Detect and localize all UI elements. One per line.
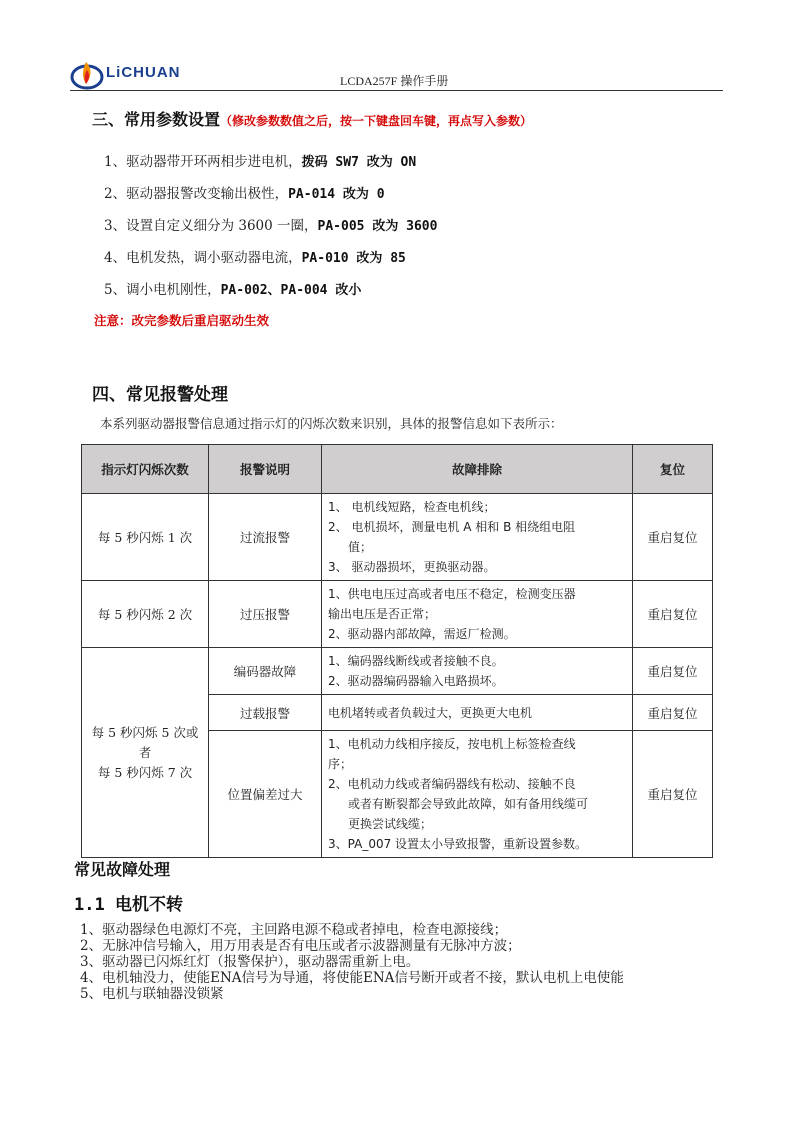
alarm-desc: 过压报警 xyxy=(209,581,322,648)
table-row xyxy=(82,648,713,695)
reset-method: 重启复位 xyxy=(633,695,713,731)
section3-heading xyxy=(92,107,532,130)
param-item: 2、驱动器报警改变输出极性，PA-014 改为 0 xyxy=(104,186,385,202)
reset-method: 重启复位 xyxy=(633,581,713,648)
alarm-desc: 编码器故障 xyxy=(209,648,322,695)
col-header-troubleshoot: 故障排除 xyxy=(322,445,633,494)
alarm-desc: 过载报警 xyxy=(209,695,322,731)
company-logo xyxy=(70,58,200,92)
logo-text: LiCHUAN xyxy=(106,64,181,81)
section3-title: 三、常用参数设置 xyxy=(92,110,221,129)
param-item: 4、电机发热，调小驱动器电流，PA-010 改为 85 xyxy=(104,250,406,266)
faq-subtitle: 1.1 电机不转 xyxy=(74,895,183,915)
alarm-table xyxy=(81,444,713,858)
table-row xyxy=(82,494,713,581)
flash-count: 每 5 秒闪烁 2 次 xyxy=(82,581,209,648)
alarm-desc: 过流报警 xyxy=(209,494,322,581)
reset-method: 重启复位 xyxy=(633,731,713,858)
list-item: 2、无脉冲信号输入，用万用表是否有电压或者示波器测量有无脉冲方波； xyxy=(80,938,521,954)
section4-intro: 本系列驱动器报警信息通过指示灯的闪烁次数来识别，具体的报警信息如下表所示： xyxy=(100,416,563,431)
flash-count: 每 5 秒闪烁 1 次 xyxy=(82,494,209,581)
param-item: 5、调小电机刚性，PA-002、PA-004 改小 xyxy=(104,282,362,298)
logo-flame-icon xyxy=(70,58,106,92)
troubleshoot-cell: 1、编码器线断线或者接触不良。 2、驱动器编码器输入电路损坏。 xyxy=(322,648,633,695)
header-divider xyxy=(70,90,723,91)
param-item: 1、驱动器带开环两相步进电机，拨码 SW7 改为 ON xyxy=(104,154,417,170)
troubleshoot-cell: 1、电机动力线相序接反，按电机上标签检查线 序； 2、电机动力线或者编码器线有松动、接触不良 或者有断裂都会导致此故障，如有备用线缆可 更换尝试线缆； 3、PA_007 设置太小导致报警，重新设置参数。 xyxy=(322,731,633,858)
document-title: LCDA257F 操作手册 xyxy=(340,74,449,88)
restart-warning: 注意：改完参数后重启驱动生效 xyxy=(94,313,270,328)
troubleshoot-cell: 1、供电电压过高或者电压不稳定，检测变压器 输出电压是否正常； 2、驱动器内部故障，需返厂检测。 xyxy=(322,581,633,648)
troubleshoot-cell: 1、 电机线短路，检查电机线； 2、 电机损坏，测量电机 A 相和 B 相绕组电阻 值； 3、 驱动器损坏，更换驱动器。 xyxy=(322,494,633,581)
list-item: 4、电机轴没力，使能ENA信号为导通，将使能ENA信号断开或者不接，默认电机上电使能 xyxy=(80,970,624,986)
alarm-desc: 位置偏差过大 xyxy=(209,731,322,858)
param-item: 3、设置自定义细分为 3600 一圈，PA-005 改为 3600 xyxy=(104,218,438,234)
col-header-flash-count: 指示灯闪烁次数 xyxy=(82,445,209,494)
list-item: 1、驱动器绿色电源灯不亮，主回路电源不稳或者掉电，检查电源接线； xyxy=(80,922,508,938)
faq-title: 常见故障处理 xyxy=(74,860,171,879)
flash-count: 每 5 秒闪烁 5 次或 者 每 5 秒闪烁 7 次 xyxy=(82,648,209,858)
table-row xyxy=(82,581,713,648)
reset-method: 重启复位 xyxy=(633,648,713,695)
col-header-alarm-desc: 报警说明 xyxy=(209,445,322,494)
reset-method: 重启复位 xyxy=(633,494,713,581)
section3-note: （修改参数数值之后，按一下键盘回车键，再点写入参数） xyxy=(220,114,533,128)
section4-title: 四、常见报警处理 xyxy=(92,385,228,405)
table-header-row xyxy=(82,445,713,494)
list-item: 3、驱动器已闪烁红灯（报警保护），驱动器需重新上电。 xyxy=(80,954,420,970)
list-item: 5、电机与联轴器没锁紧 xyxy=(80,986,224,1002)
col-header-reset: 复位 xyxy=(633,445,713,494)
troubleshoot-cell: 电机堵转或者负载过大，更换更大电机 xyxy=(322,695,633,731)
